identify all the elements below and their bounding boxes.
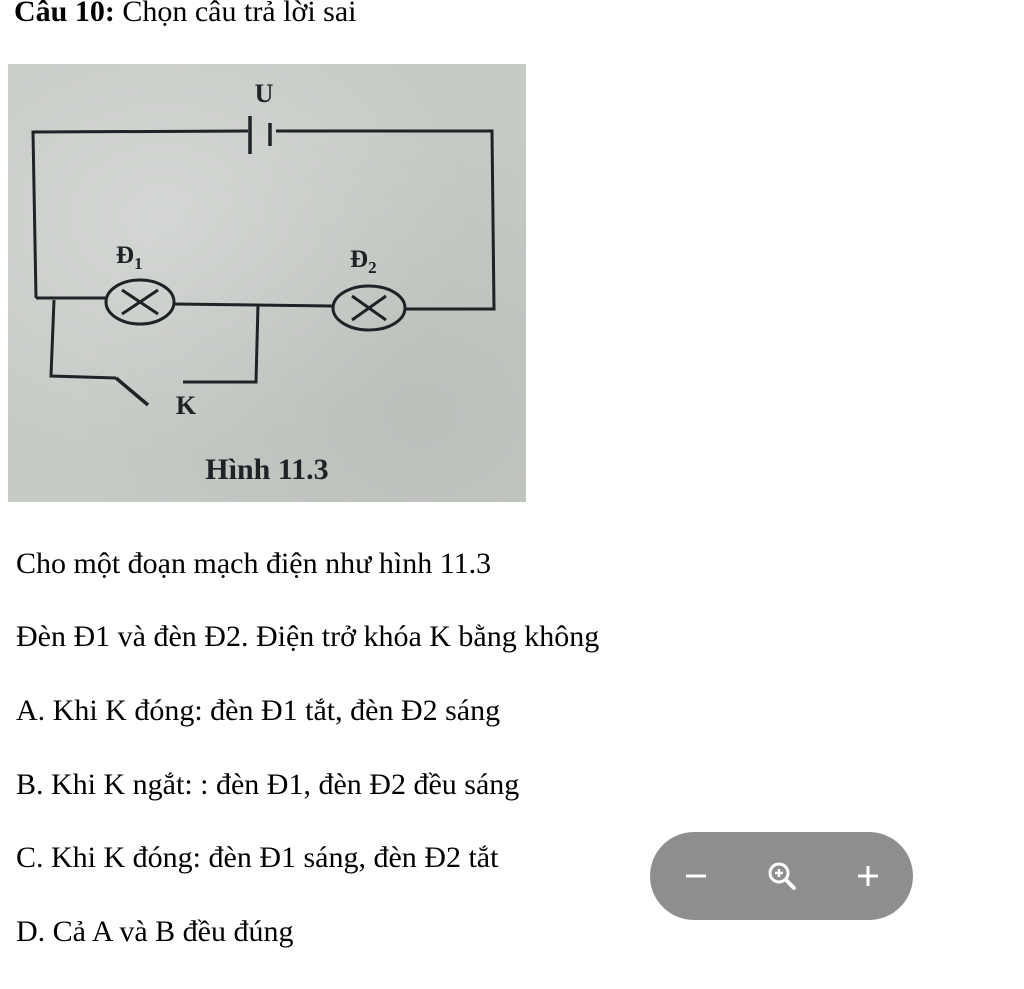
- circuit-diagram: [8, 64, 526, 502]
- magnifier-plus-icon: [765, 859, 799, 893]
- condition-line: Đèn Đ1 và đèn Đ2. Điện trở khóa K bằng không: [16, 620, 600, 653]
- zoom-reset-button[interactable]: [742, 832, 822, 920]
- zoom-out-button[interactable]: [656, 832, 736, 920]
- option-b: B. Khi K ngắt: : đèn Đ1, đèn Đ2 đều sáng: [16, 768, 520, 801]
- question-prompt: Chọn câu trả lời sai: [114, 0, 357, 28]
- question-number: Câu 10:: [14, 0, 115, 28]
- zoom-in-button[interactable]: [828, 832, 908, 920]
- top-wire-right: [276, 131, 494, 309]
- circuit-figure: [8, 64, 526, 502]
- switch-branch-right: [183, 304, 258, 382]
- intro-line: Cho một đoạn mạch điện như hình 11.3: [16, 547, 492, 580]
- option-a: A. Khi K đóng: đèn Đ1 tắt, đèn Đ2 sáng: [16, 694, 501, 727]
- plus-icon: [855, 863, 881, 889]
- switch-branch-left: [51, 300, 116, 378]
- figure-caption: Hình 11.3: [205, 453, 329, 486]
- switch-label: K: [175, 391, 197, 420]
- option-d: D. Cả A và B đều đúng: [16, 915, 294, 948]
- switch-blade: [116, 378, 148, 405]
- zoom-controls: [650, 832, 913, 920]
- source-label: U: [254, 79, 274, 108]
- middle-wire: [174, 304, 333, 306]
- option-c: C. Khi K đóng: đèn Đ1 sáng, đèn Đ2 tắt: [16, 841, 499, 874]
- lamp1-label: $Đ_1$: [116, 242, 143, 273]
- minus-icon: [683, 863, 709, 889]
- lamp2-label: $Đ_2$: [350, 246, 377, 277]
- question-title: [14, 0, 356, 32]
